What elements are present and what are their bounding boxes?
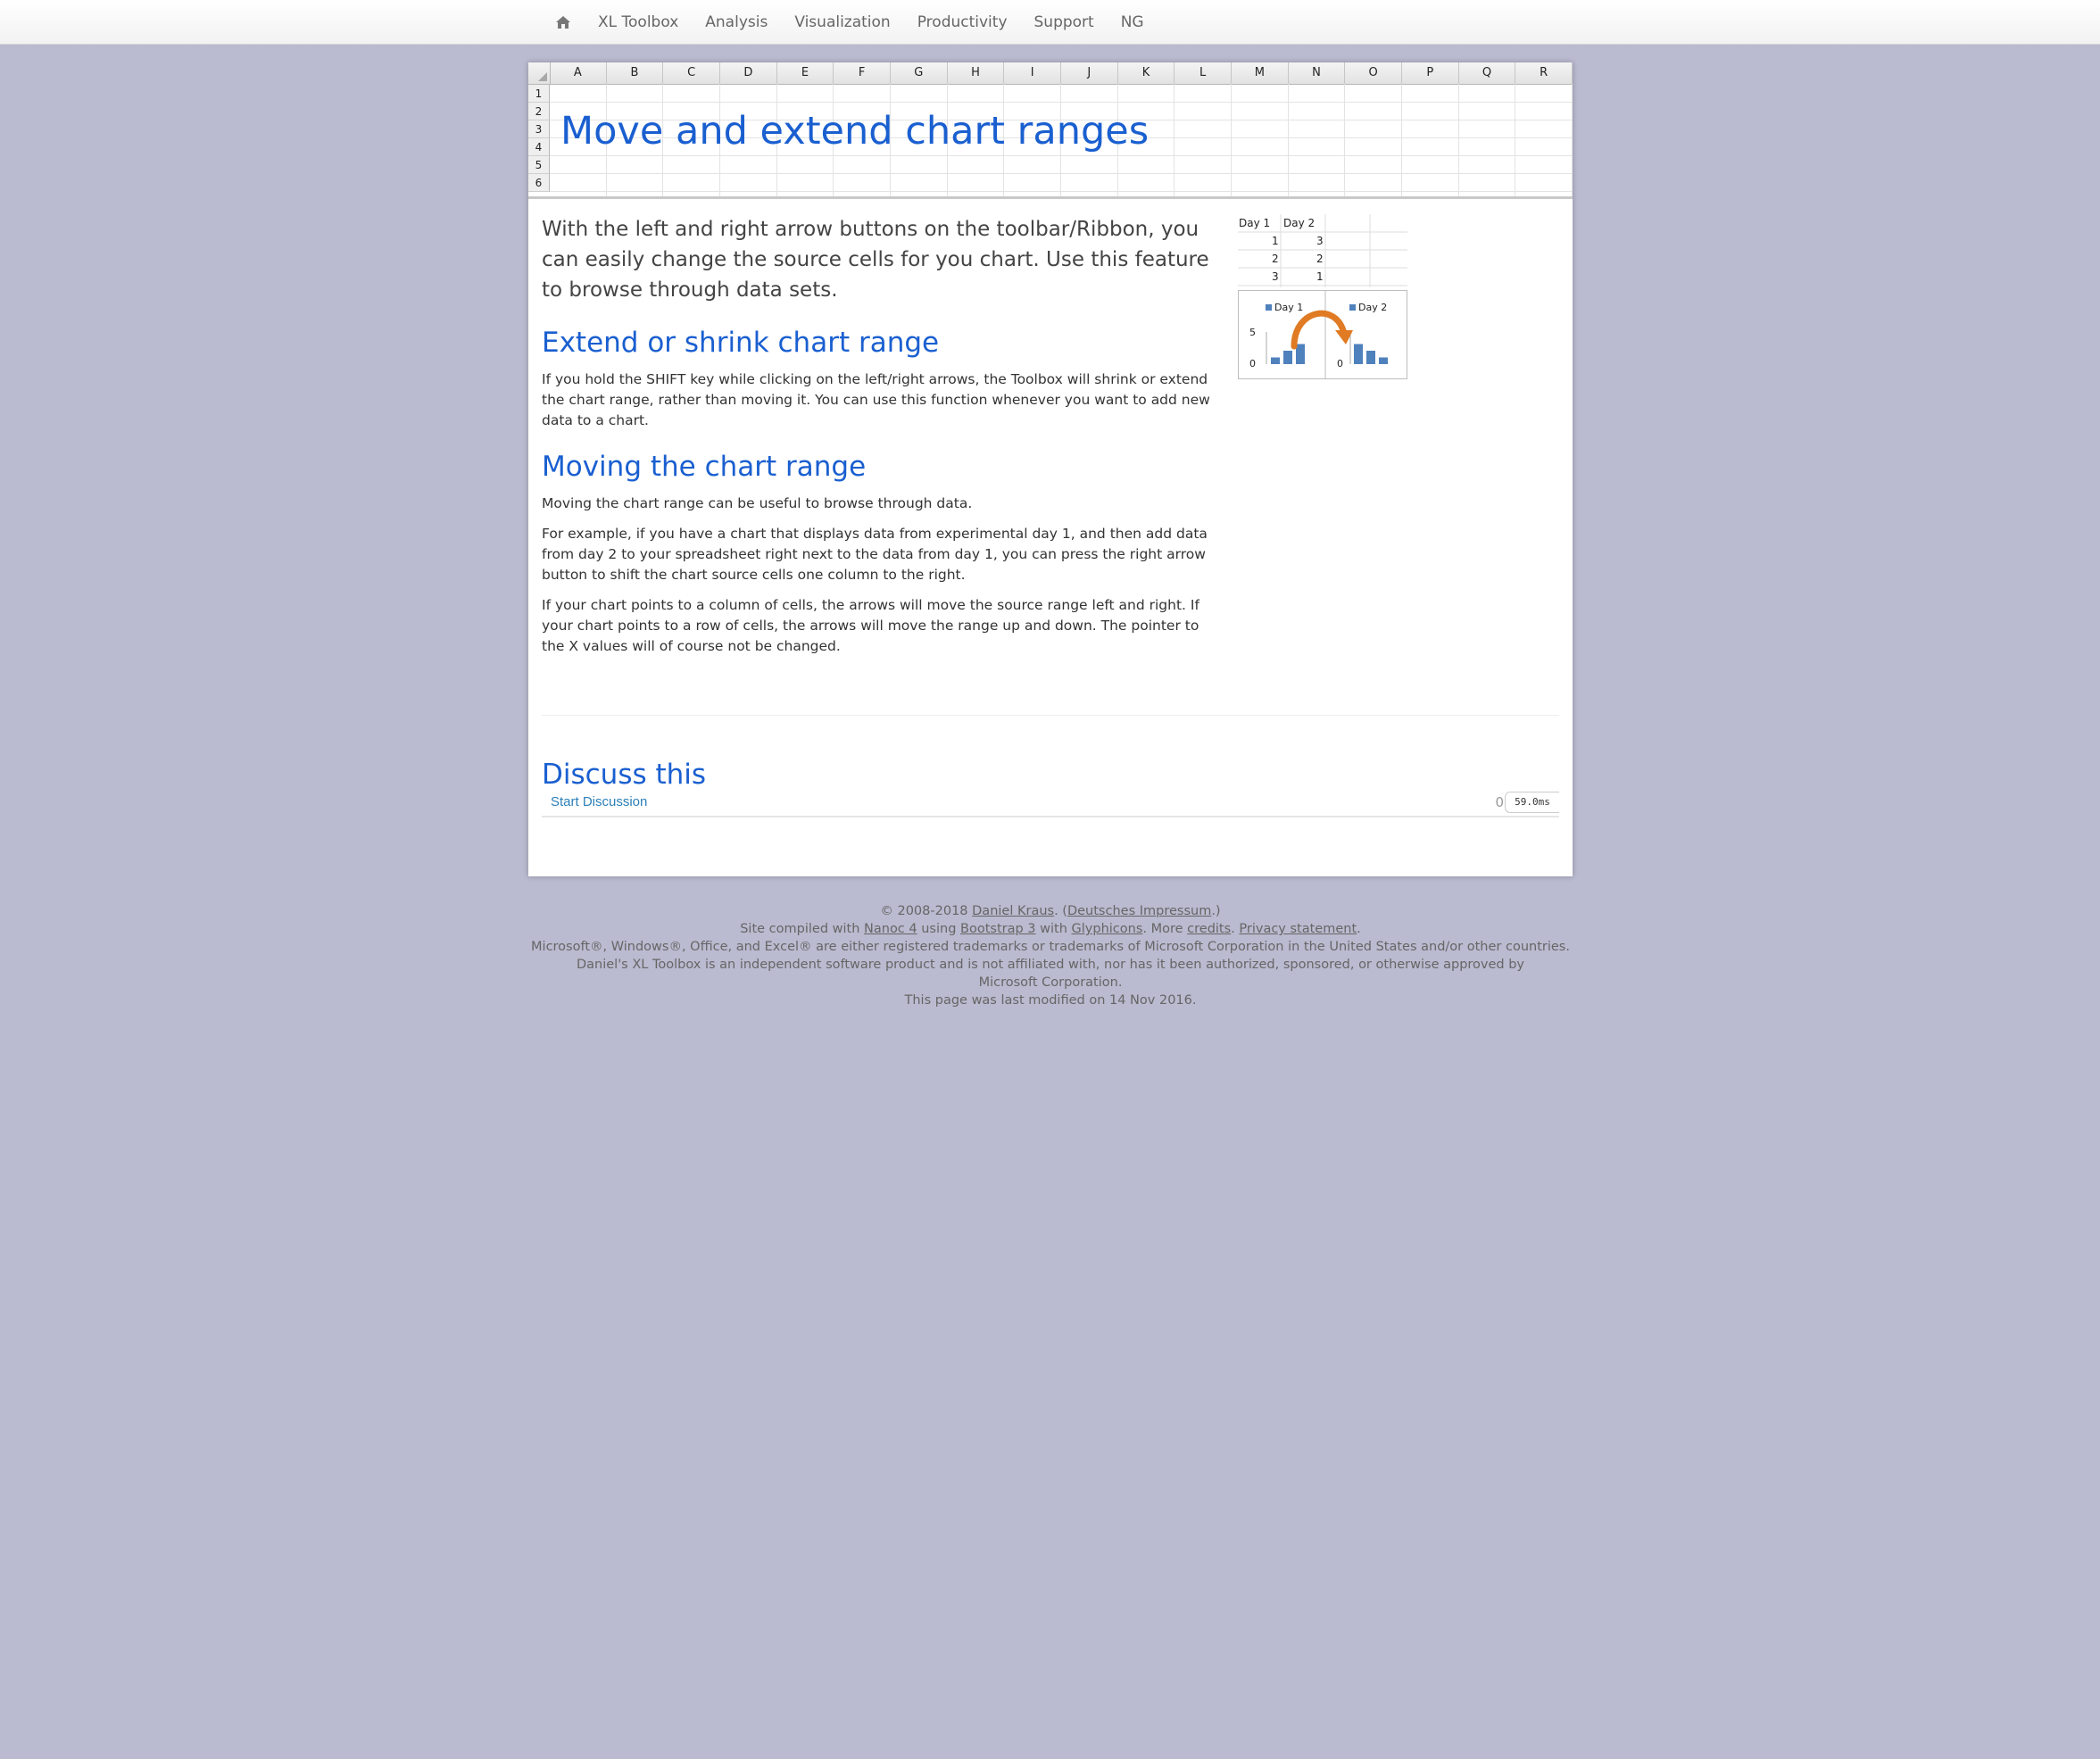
nav-productivity[interactable]: Productivity: [917, 13, 1008, 31]
section-title-extend: Extend or shrink chart range: [542, 327, 940, 359]
column-header: Q: [1459, 62, 1516, 84]
home-link[interactable]: [542, 0, 585, 45]
nav-analysis[interactable]: Analysis: [705, 13, 768, 31]
text: . More: [1142, 922, 1188, 936]
discuss-title: Discuss this: [542, 759, 707, 791]
mini-chart-box: [1238, 290, 1407, 379]
mini-charts: [1239, 291, 1407, 378]
legend-swatch-day1: [1266, 304, 1272, 311]
table-cell: 1: [1316, 270, 1324, 283]
spreadsheet-header: [528, 62, 1573, 199]
select-all-corner: [528, 62, 551, 84]
start-discussion-link[interactable]: Start Discussion: [551, 794, 648, 809]
nav-ng[interactable]: NG: [1120, 13, 1144, 31]
footer-modified: This page was last modified on 14 Nov 2016.: [904, 993, 1197, 1008]
column-header: D: [720, 62, 777, 84]
nav-visualization[interactable]: Visualization: [794, 13, 891, 31]
mini-bar: [1366, 351, 1375, 364]
table-cell: 2: [1272, 253, 1279, 265]
table-cell: 2: [1316, 253, 1324, 265]
paragraph: If you hold the SHIFT key while clicking on the left/right arrows, the Toolbox will shrink or extend the chart range, rather than moving it. You can use this function whenever you want to add new data to a chart.: [542, 371, 1210, 428]
column-header: J: [1061, 62, 1118, 84]
grid-line: [1344, 84, 1345, 196]
page-title: Move and extend chart ranges: [560, 109, 1150, 153]
column-header: G: [891, 62, 948, 84]
footer-compiled-line: [528, 920, 1573, 938]
legend-day2: Day 2: [1358, 302, 1388, 313]
footer-disclaimer: Daniel's XL Toolbox is an independent software product and is not affiliated with, nor has it been authorized, sponsored, or otherwise approved by Microsoft Corporation.: [576, 958, 1525, 990]
column-header: O: [1345, 62, 1402, 84]
grid-line: [550, 191, 1573, 192]
text: with: [1035, 922, 1072, 936]
y-tick-5: 5: [1249, 327, 1256, 338]
bootstrap-link[interactable]: Bootstrap 3: [960, 922, 1036, 936]
mini-bar: [1283, 351, 1292, 364]
mini-bar: [1379, 358, 1388, 365]
column-header: P: [1402, 62, 1459, 84]
discussion-bar: [542, 791, 1559, 817]
footer-copyright-line: [528, 902, 1573, 920]
copyright-text: © 2008-2018: [880, 904, 973, 918]
mini-bar: [1271, 358, 1280, 365]
grid-line: [1174, 84, 1175, 196]
top-navbar: [0, 0, 2100, 45]
home-icon: [555, 15, 571, 29]
mini-bar: [1296, 344, 1305, 365]
glyphicons-link[interactable]: Glyphicons: [1071, 922, 1143, 936]
column-header: N: [1289, 62, 1346, 84]
credits-link[interactable]: credits: [1187, 922, 1232, 936]
grid-line: [1288, 84, 1289, 196]
text: .: [1357, 922, 1361, 936]
row-header: 3: [528, 120, 550, 138]
grid-line: [1572, 84, 1573, 196]
nav-xl-toolbox[interactable]: XL Toolbox: [598, 13, 679, 31]
column-header: L: [1175, 62, 1232, 84]
paragraph: Moving the chart range can be useful to browse through data.: [542, 495, 973, 511]
grid-line: [1231, 84, 1232, 196]
column-header: C: [663, 62, 720, 84]
section-title-moving: Moving the chart range: [542, 451, 867, 483]
column-header: B: [607, 62, 664, 84]
table-cell: 3: [1316, 235, 1324, 247]
y-tick-0-right: 0: [1337, 358, 1343, 369]
text: . (: [1054, 904, 1067, 918]
footer-trademarks: Microsoft®, Windows®, Office, and Excel® are either registered trademarks or trademarks of Microsoft Corporation in the United States and/or other countries.: [531, 940, 1570, 954]
column-header-row: [528, 62, 1573, 85]
y-tick-0: 0: [1249, 358, 1256, 369]
column-header: E: [777, 62, 834, 84]
curved-arrow-icon: [1294, 313, 1344, 346]
column-header: K: [1118, 62, 1175, 84]
grid-line: [1401, 84, 1402, 196]
grid-line: [1458, 84, 1459, 196]
text: Site compiled with: [740, 922, 865, 936]
footer: [528, 902, 1573, 1009]
text: using: [917, 922, 961, 936]
table-cell: 1: [1272, 235, 1279, 247]
column-header: H: [948, 62, 1005, 84]
section-divider: [542, 715, 1559, 716]
grid-line: [550, 102, 1573, 103]
comment-count: 0: [1495, 794, 1504, 810]
column-header: I: [1004, 62, 1061, 84]
column-header: A: [550, 62, 607, 84]
table-cell: 3: [1272, 270, 1279, 283]
grid-line: [550, 155, 1573, 156]
table-header-day1: Day 1: [1239, 217, 1271, 229]
article-content: [542, 214, 1213, 667]
nanoc-link[interactable]: Nanoc 4: [864, 922, 917, 936]
mini-bar: [1354, 344, 1363, 365]
nav-support[interactable]: Support: [1033, 13, 1094, 31]
privacy-link[interactable]: Privacy statement: [1239, 922, 1357, 936]
legend-day1: Day 1: [1274, 302, 1304, 313]
row-header: 2: [528, 103, 550, 120]
column-header: F: [834, 62, 891, 84]
grid-line: [550, 173, 1573, 174]
lead-paragraph: With the left and right arrow buttons on the toolbar/Ribbon, you can easily change the source cells for you chart. Use this feature to browse through data sets.: [542, 218, 1209, 302]
main-container: [528, 62, 1573, 876]
load-timer: 59.0ms: [1505, 792, 1559, 813]
author-link[interactable]: Daniel Kraus: [972, 904, 1055, 918]
column-header: M: [1232, 62, 1289, 84]
table-header-day2: Day 2: [1283, 217, 1316, 229]
row-header: 5: [528, 156, 550, 174]
legend-swatch-day2: [1349, 304, 1356, 311]
row-header: 1: [528, 85, 550, 103]
chart-range-illustration: [1238, 214, 1409, 393]
column-header: R: [1515, 62, 1573, 84]
text: .: [1231, 922, 1240, 936]
row-header: 6: [528, 174, 550, 192]
row-header: 4: [528, 138, 550, 156]
text: .): [1211, 904, 1221, 918]
nav-menu: [542, 0, 1158, 45]
paragraph: If your chart points to a column of cells, the arrows will move the source range left and right. If your chart points to a row of cells, the arrows will move the range up and down. The pointer to the X values will of course not be changed.: [542, 597, 1199, 654]
impressum-link[interactable]: Deutsches Impressum: [1067, 904, 1212, 918]
paragraph: For example, if you have a chart that displays data from experimental day 1, and then add data from day 2 to your spreadsheet right next to the data from day 1, you can press the right arrow button to shift the chart source cells one column to the right.: [542, 526, 1208, 583]
